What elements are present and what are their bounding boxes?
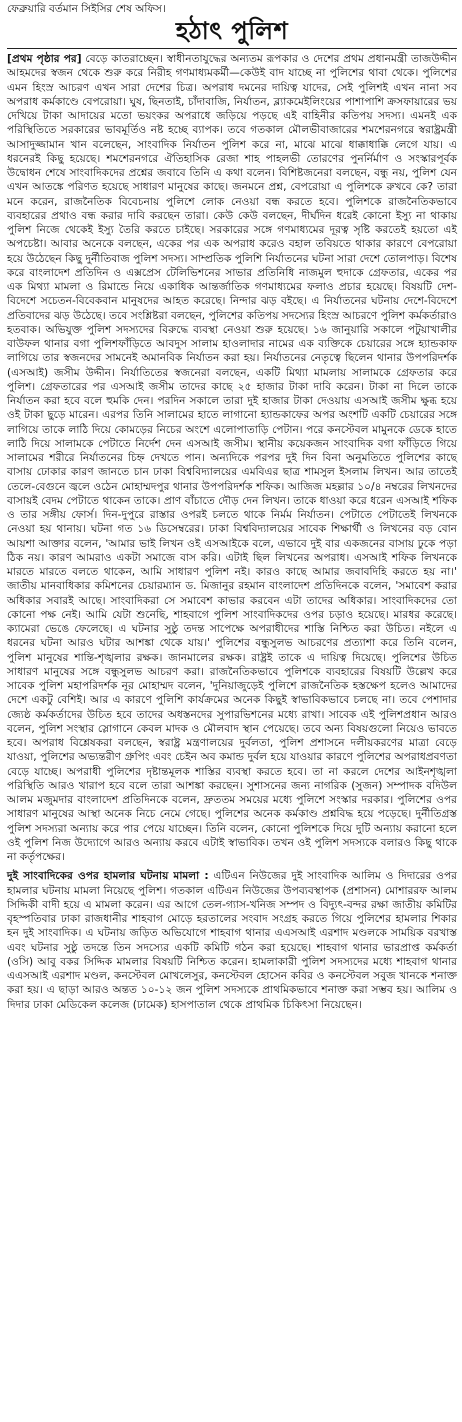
continued-story-tail: ফেব্রুয়ারি বর্তমান সিইসির শেষ অফিস। [7,3,166,15]
continuation-label: [প্রথম পৃষ্ঠার পর] [7,53,82,65]
headline-rule [7,48,457,49]
headline: হঠাৎ পুলিশ [175,17,289,45]
subsection-label: দুই সাংবাদিকের ওপর হামলার ঘটনায় মামলা : [7,870,209,883]
article-body [7,52,457,1012]
article-paragraph-2 [7,869,457,1012]
article-text: বেড়ে কাতরাচ্ছেন। স্বাধীনতাযুদ্ধের অন্যতম রূপকার ও দেশের প্রথম প্রধানমন্ত্রী তাজউদ্দীন আহমদের স্বজন থেকে শুরু করে নিরীহ গণমাধ্যমকর্মী—কেউই বাদ যাচ্ছে না পুলিশের থাবা থেকে। পুলিশের এমন হিংস্র আচরণ এখন সারা দেশের চিত্র। অপরাধ দমনের দায়িত্ব যাদের, সেই পুলিশই এখন নানা সব অপরাধ কর্মকাণ্ডে বেপরোয়া। ঘুষ, ছিনতাই, চাঁদাবাজি, নির্যাতন, ব্ল্যাকমেইলিংয়ের পাশাপাশি ক্রসফায়ারের ভয় দেখিয়ে টাকা আদায়ের মতো ভয়ংকর অপরাধে জড়িয়ে পড়ছে এই বাহিনীর কতিপয় সদস্য। এমনই এক পরিস্থিতিতে সরকারের ভাবমূর্তিও নষ্ট হচ্ছে ব্যাপক। তবে গতকাল মৌলভীবাজারের শমশেরনগরে স্বরাষ্ট্রমন্ত্রী আসাদুজ্জামান খান বলেছেন, সাংবাদিক নির্যাতন পুলিশ করে না, মাঝে মাঝে ধাক্কাধাক্কি লেগে যায়। এ ধরনেরই কিছু হয়েছে। শমশেরনগরে ঐতিহাসিক রেজা শাহ পাহলভী তোরণের পুনর্নির্মাণ ও সংস্কারপূর্বক উদ্বোধন শেষে সাংবাদিকদের প্রশ্নের জবাবে তিনি এ কথা বলেন। বিশিষ্টজনেরা বলছেন, বন্ধু নয়, পুলিশ যেন এখন আতঙ্কে পরিণত হয়েছে সাধারণ মানুষের কাছে। জনমনে প্রশ্ন, বেপরোয়া এ পুলিশকে রুখবে কে? তারা মনে করেন, রাজনৈতিক বিবেচনায় পুলিশে লোক নেওয়া বন্ধ করতে হবে। পুলিশকে রাজনৈতিকভাবে ব্যবহারের প্রথাও বন্ধ করার দাবি করছেন তারা। কেউ কেউ বলছেন, দীর্ঘদিন ধরেই কোনো ইস্যু না থাকায় পুলিশ নিজে থেকেই ইস্যু তৈরি করতে চাইছে। সরকারের সঙ্গে গণমাধ্যমের দূরত্ব সৃষ্টি করতেই হয়তো এই অপচেষ্টা। আবার অনেকে বলছেন, একের পর এক অপরাধ করেও বহাল তবিয়তে থাকার কারণে বেপরোয়া হয়ে উঠেছেন কিছু দুর্নীতিবাজ পুলিশ সদস্য। সাম্প্রতিক পুলিশি নির্যাতনের ঘটনা সারা দেশে তোলপাড়। বিশেষ করে বাংলাদেশ প্রতিদিন ও এক্সপ্রেস টেলিভিশনের সাভার প্রতিনিধি নাজমুল হুদাকে গ্রেফতার, একের পর এক মিথ্যা মামলা ও রিমান্ডে নিয়ে একাধিক আন্তর্জাতিক গণমাধ্যমের ফলাও প্রচার হয়েছে। বিষয়টি দেশ-বিদেশে সচেতন-বিবেকবান মানুষদের আহত করেছে। নিন্দার ঝড় বইছে। এ নির্যাতনের ঘটনায় দেশে-বিদেশে প্রতিবাদের ঝড় উঠেছে। তবে সংশ্লিষ্টরা বলছেন, পুলিশের কতিপয় সদস্যের হিংস্র আচরণে পুলিশ কর্মকর্তারাও হতবাক। অভিযুক্ত পুলিশ সদস্যদের বিরুদ্ধে ব্যবস্থা নেওয়া শুরু হয়েছে। ১৬ জানুয়ারি সকালে পটুয়াখালীর বাউফল থানার বগা পুলিশফাঁড়িতে আবদুস সালাম হাওলাদার নামের এক ব্যক্তিকে চেয়ারের সঙ্গে হ্যান্ডকাফ লাগিয়ে তার স্বজনদের সামনেই অমানবিক নির্যাতন করা হয়। নির্যাতনের নেতৃত্বে ছিলেন থানার উপপরিদর্শক (এসআই) জসীম উদ্দীন। নির্যাতিতের স্বজনেরা বলছেন, একটি মিথ্যা মামলায় সালামকে গ্রেফতার করে পুলিশ। গ্রেফতারের পর এসআই জসীম তাদের কাছে ২৫ হাজার টাকা দাবি করেন। টাকা না দিলে তাকে নির্যাতন করা হবে বলে হুমকি দেন। পরদিন সকালে তারা দুই হাজার টাকা দেওয়ায় এসআই জসীম ক্ষুব্ধ হয়ে ওই টাকা ছুড়ে মারেন। এরপর তিনি সালামের হাতে লাগানো হ্যান্ডকাফের অপর অংশটি একটি চেয়ারের সঙ্গে লাগিয়ে তাকে লাঠি দিয়ে কোমড়ের নিচের অংশে এলোপাতাড়ি পেটান। পরে কনস্টেবল মামুনকে ডেকে হাতে লাঠি দিয়ে সালামকে পেটাতে নির্দেশ দেন এসআই জসীম। স্থানীয় কয়েকজন সাংবাদিক বগা ফাঁড়িতে গিয়ে সালামের শরীরে নির্যাতনের চিহ্ন দেখতে পান। অন্যদিকে পরপর দুই দিন বিনা অনুমতিতে পুলিশের কাছে বাসায় ঢোকার কারণ জানতে চান ঢাকা বিশ্ববিদ্যালয়ের এমবিএর ছাত্র শামসুল ইসলাম লিখন। আর তাতেই তেলে-বেগুনে জ্বলে ওঠেন মোহাম্মদপুর থানার উপপরিদর্শক শফিক। আজিজ মহল্লার ১০/৪ নম্বরের লিখনদের বাসায়ই বেদম পেটাতে থাকেন তাকে। প্রাণ বাঁচাতে দৌড় দেন লিখন। তাকে ধাওয়া করে ধরেন এসআই শফিক ও তার সঙ্গীয় ফোর্স। দিন-দুপুরে রাস্তার ওপরই চলতে থাকে নির্মম নির্যাতন। পেটাতে পেটাতেই লিখনকে নেওয়া হয় থানায়। ঘটনা গত ১৬ ডিসেম্বরের। ঢাকা বিশ্ববিদ্যালয়ের সাবেক শিক্ষার্থী ও লিখনের বড় বোন আয়শা আক্তার বলেন, 'আমার ভাই লিখন ওই এসআইকে বলে, এভাবে দুই বার একজনের বাসায় ঢুকে পড়া ঠিক নয়। কারণ আমরাও একটা সমাজে বাস করি। এটাই ছিল লিখনের অপরাধ। এসআই শফিক লিখনকে মারতে মারতে বলতে থাকেন, আমি সাধারণ পুলিশ নই। কারও কাছে আমার জবাবদিহি করতে হয় না।' জাতীয় মানবাধিকার কমিশনের চেয়ারম্যান ড. মিজানুর রহমান বাংলাদেশ প্রতিদিনকে বলেন, 'সমাবেশ করার অধিকার সবারই আছে। সাংবাদিকরা সে সমাবেশ কাভার করবেন এটা তাদের অধিকার। সাংবাদিকদের তো কোনো পক্ষ নেই। আমি যেটা শুনেছি, শাহবাগে পুলিশ সাংবাদিকদের ওপর চড়াও হয়েছে। মারধর করেছে। ক্যামেরা ভেঙে ফেলেছে। এ ঘটনার সুষ্ঠু তদন্ত সাপেক্ষে অপরাধীদের শাস্তি নিশ্চিত করা উচিত। নইলে এ ধরনের ঘটনা আরও ঘটার আশঙ্কা থেকে যায়।' পুলিশের বন্ধুসুলভ আচরণের প্রত্যাশা করে তিনি বলেন, পুলিশ মানুষের শান্তি-শৃঙ্খলার রক্ষক। জানমালের রক্ষক। রাষ্ট্রই তাকে এ দায়িত্ব দিয়েছে। পুলিশের উচিত সাধারণ মানুষের সঙ্গে বন্ধুসুলভ আচরণ করা। রাজনৈতিকভাবে পুলিশকে ব্যবহারের বিষয়টি উল্লেখ করে সাবেক পুলিশ মহাপরিদর্শক নূর মোহাম্মদ বলেন, 'দুনিয়াজুড়েই পুলিশে রাজনৈতিক হস্তক্ষেপ হলেও আমাদের দেশে একটু বেশিই। আর এ কারণে পুলিশি কার্যক্রমের অনেক কিছুই স্বাভাবিকভাবে চলছে না। তবে পেশাদার জ্যেষ্ঠ কর্মকর্তাদের উচিত হবে তাদের অধস্তনদের সুপারভিশনের মধ্যে রাখা। সাবেক এই পুলিশপ্রধান আরও বলেন, পুলিশ সংস্থার স্লোগানে কেবল মাদক ও মৌলবাদ স্থান পেয়েছে। তবে অন্য বিষয়গুলো নিয়েও ভাবতে হবে। অপরাধ বিশ্লেষকরা বলছেন, স্বরাষ্ট্র মন্ত্রণালয়ের দুর্বলতা, পুলিশ প্রশাসনে দলীয়করণের মাত্রা বেড়ে যাওয়া, পুলিশের অভ্যন্তরীণ গ্রুপিং এবং চেইন অব কমান্ড দুর্বল হয়ে যাওয়ার কারণে পুলিশের অপরাধপ্রবণতা বেড়ে যাচ্ছে। অপরাধী পুলিশের দৃষ্টান্তমূলক শাস্তির ব্যবস্থা করতে হবে। তা না করলে দেশের আইনশৃঙ্খলা পরিস্থিতি আরও খারাপ হবে বলে তারা আশঙ্কা করছেন। সুশাসনের জন্য নাগরিক (সুজন) সম্পাদক বদিউল আলম মজুমদার বাংলাদেশ প্রতিদিনকে বলেন, দ্রুততম সময়ের মধ্যে পুলিশে সংস্কার দরকার। পুলিশের ওপর সাধারণ মানুষের আস্থা অনেক নিচে নেমে গেছে। পুলিশের অনেক কর্মকাণ্ড প্রশ্নবিদ্ধ হয়ে পড়েছে। দুর্নীতিগ্রস্ত পুলিশ সদস্যরা অন্যায় করে পার পেয়ে যাচ্ছেন। তিনি বলেন, কোনো পুলিশকে দিয়ে দুটি অন্যায় করানো হলে ওই পুলিশ নিজ উদ্যোগে আরও অন্যায় করবে এটাই স্বাভাবিক। তখন ওই পুলিশ সদস্যকে বলারও কিছু থাকে না কর্তৃপক্ষের। [7,53,457,863]
article-paragraph [7,52,457,864]
subsection-text: এটিএন নিউজের দুই সাংবাদিক আলিম ও দিদারের ওপর হামলার ঘটনায় মামলা নিয়েছে পুলিশ। গতকাল এটিএন নিউজের উপব্যবস্থাপক (প্রশাসন) মোশাররফ আলম সিদ্দিকী বাদী হয়ে এ মামলা করেন। এর আগে তেল-গ্যাস-খনিজ সম্পদ ও বিদ্যুৎ-বন্দর রক্ষা জাতীয় কমিটির বৃহস্পতিবার ঢাকা রাজধানীর শাহবাগ মোড়ে হরতালের সংবাদ সংগ্রহ করতে গিয়ে পুলিশের হামলার শিকার হন দুই সাংবাদিক। এ ঘটনায় জড়িত অভিযোগে শাহবাগ থানার এএসআই এরশাদ মণ্ডলকে সাময়িক বরখাস্ত এবং ঘটনার সুষ্ঠু তদন্তে তিন সদস্যের একটি কমিটি গঠন করা হয়েছে। শাহবাগ থানার ভারপ্রাপ্ত কর্মকর্তা (ওসি) আবু বকর সিদ্দিক মামলার বিষয়টি নিশ্চিত করেন। হামলাকারী পুলিশ সদস্যদের মধ্যে শাহবাগ থানার এএসআই এরশাদ মণ্ডল, কনস্টেবল মোখলেসুর, কনস্টেবল হোসেন কবির ও কনস্টেবল সবুজ খানকে শনাক্ত করা হয়। এ ছাড়া আরও অন্তত ১০-১২ জন পুলিশ সদস্যকে প্রাথমিকভাবে শনাক্ত করা সম্ভব হয়। আলিম ও দিদার ঢাকা মেডিকেল কলেজ (ঢামেক) হাসপাতাল থেকে প্রাথমিক চিকিৎসা নিয়েছেন। [7,870,458,1011]
